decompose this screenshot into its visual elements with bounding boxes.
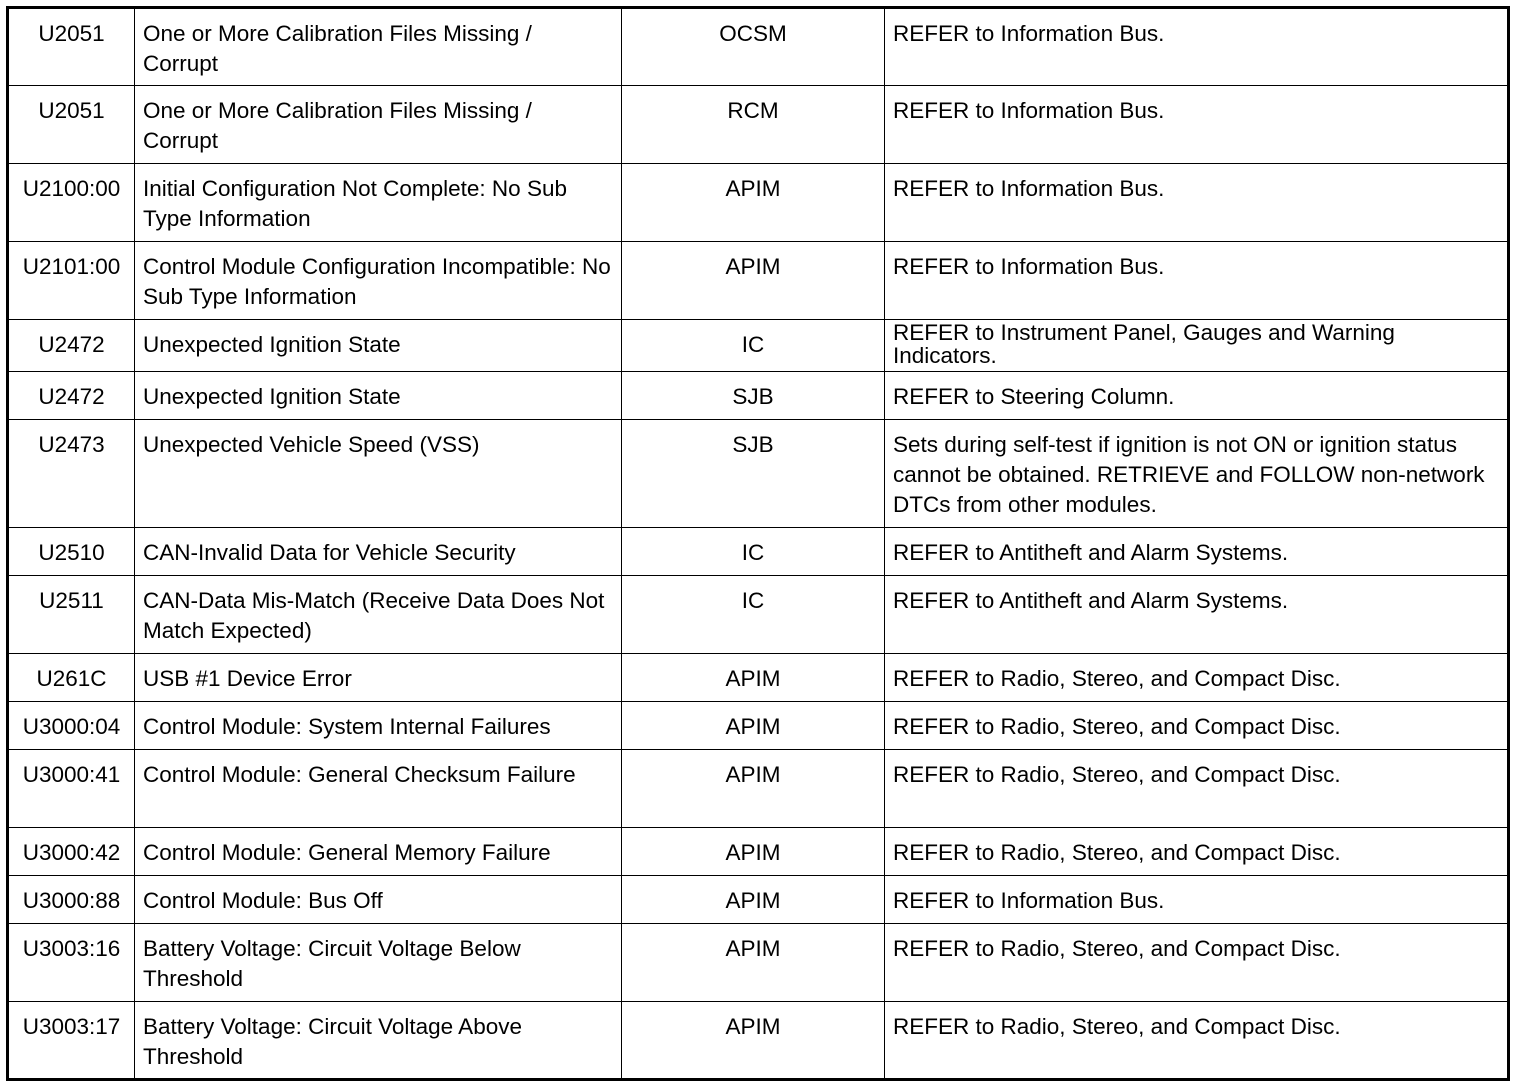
action-cell: REFER to Antitheft and Alarm Systems. <box>885 576 1509 654</box>
dtc-code-cell: U2510 <box>8 528 135 576</box>
module-cell: IC <box>622 528 885 576</box>
table-row <box>8 750 1509 828</box>
dtc-code-cell: U3000:41 <box>8 750 135 828</box>
module-cell: APIM <box>622 750 885 828</box>
dtc-code-cell: U261C <box>8 654 135 702</box>
dtc-code-cell: U2101:00 <box>8 242 135 320</box>
table-row <box>8 420 1509 528</box>
module-cell: APIM <box>622 164 885 242</box>
dtc-description-cell: CAN-Invalid Data for Vehicle Security <box>135 528 622 576</box>
dtc-code-cell: U3000:42 <box>8 828 135 876</box>
module-cell: IC <box>622 320 885 372</box>
module-cell: APIM <box>622 1002 885 1080</box>
table-row <box>8 828 1509 876</box>
module-cell: SJB <box>622 372 885 420</box>
action-cell: REFER to Steering Column. <box>885 372 1509 420</box>
action-cell: REFER to Antitheft and Alarm Systems. <box>885 528 1509 576</box>
dtc-description-cell: USB #1 Device Error <box>135 654 622 702</box>
action-cell: REFER to Information Bus. <box>885 876 1509 924</box>
action-cell: REFER to Radio, Stereo, and Compact Disc. <box>885 750 1509 828</box>
module-cell: IC <box>622 576 885 654</box>
dtc-description-cell: One or More Calibration Files Missing / Corrupt <box>135 8 622 86</box>
dtc-code-cell: U2473 <box>8 420 135 528</box>
table-row <box>8 924 1509 1002</box>
table-row <box>8 164 1509 242</box>
dtc-description-cell: Control Module: General Memory Failure <box>135 828 622 876</box>
dtc-description-cell: Control Module: General Checksum Failure <box>135 750 622 828</box>
dtc-code-cell: U2100:00 <box>8 164 135 242</box>
dtc-code-cell: U3000:04 <box>8 702 135 750</box>
module-cell: APIM <box>622 654 885 702</box>
action-cell: REFER to Information Bus. <box>885 86 1509 164</box>
action-cell: REFER to Information Bus. <box>885 242 1509 320</box>
action-cell: REFER to Radio, Stereo, and Compact Disc. <box>885 654 1509 702</box>
table-row <box>8 576 1509 654</box>
table-row <box>8 372 1509 420</box>
dtc-description-cell: Unexpected Vehicle Speed (VSS) <box>135 420 622 528</box>
module-cell: APIM <box>622 876 885 924</box>
action-cell: REFER to Radio, Stereo, and Compact Disc. <box>885 702 1509 750</box>
action-cell: REFER to Radio, Stereo, and Compact Disc. <box>885 924 1509 1002</box>
table-row <box>8 702 1509 750</box>
module-cell: APIM <box>622 702 885 750</box>
dtc-description-cell: Battery Voltage: Circuit Voltage Below Threshold <box>135 924 622 1002</box>
dtc-code-cell: U3000:88 <box>8 876 135 924</box>
dtc-code-cell: U2472 <box>8 372 135 420</box>
table-row <box>8 8 1509 86</box>
table-row <box>8 654 1509 702</box>
dtc-table <box>6 6 1510 1081</box>
dtc-code-cell: U2051 <box>8 86 135 164</box>
module-cell: RCM <box>622 86 885 164</box>
dtc-code-cell: U2051 <box>8 8 135 86</box>
action-cell: REFER to Radio, Stereo, and Compact Disc. <box>885 1002 1509 1080</box>
table-row <box>8 528 1509 576</box>
action-cell: Sets during self-test if ignition is not ON or ignition status cannot be obtained. RETRIEVE and FOLLOW non-network DTCs from other modules. <box>885 420 1509 528</box>
dtc-description-cell: One or More Calibration Files Missing / Corrupt <box>135 86 622 164</box>
module-cell: OCSM <box>622 8 885 86</box>
dtc-description-cell: Control Module: Bus Off <box>135 876 622 924</box>
dtc-code-cell: U2511 <box>8 576 135 654</box>
dtc-description-cell: CAN-Data Mis-Match (Receive Data Does Not Match Expected) <box>135 576 622 654</box>
module-cell: APIM <box>622 924 885 1002</box>
dtc-code-cell: U2472 <box>8 320 135 372</box>
module-cell: APIM <box>622 828 885 876</box>
module-cell: SJB <box>622 420 885 528</box>
action-cell: REFER to Radio, Stereo, and Compact Disc. <box>885 828 1509 876</box>
table-row <box>8 86 1509 164</box>
dtc-description-cell: Unexpected Ignition State <box>135 372 622 420</box>
dtc-description-cell: Battery Voltage: Circuit Voltage Above Threshold <box>135 1002 622 1080</box>
dtc-description-cell: Unexpected Ignition State <box>135 320 622 372</box>
action-cell: REFER to Instrument Panel, Gauges and Warning Indicators. <box>885 320 1509 372</box>
dtc-description-cell: Control Module Configuration Incompatible: No Sub Type Information <box>135 242 622 320</box>
table-row <box>8 876 1509 924</box>
table-row <box>8 1002 1509 1080</box>
dtc-code-cell: U3003:16 <box>8 924 135 1002</box>
module-cell: APIM <box>622 242 885 320</box>
dtc-description-cell: Control Module: System Internal Failures <box>135 702 622 750</box>
table-row <box>8 320 1509 372</box>
dtc-code-cell: U3003:17 <box>8 1002 135 1080</box>
dtc-description-cell: Initial Configuration Not Complete: No Sub Type Information <box>135 164 622 242</box>
action-cell: REFER to Information Bus. <box>885 164 1509 242</box>
action-cell: REFER to Information Bus. <box>885 8 1509 86</box>
table-row <box>8 242 1509 320</box>
